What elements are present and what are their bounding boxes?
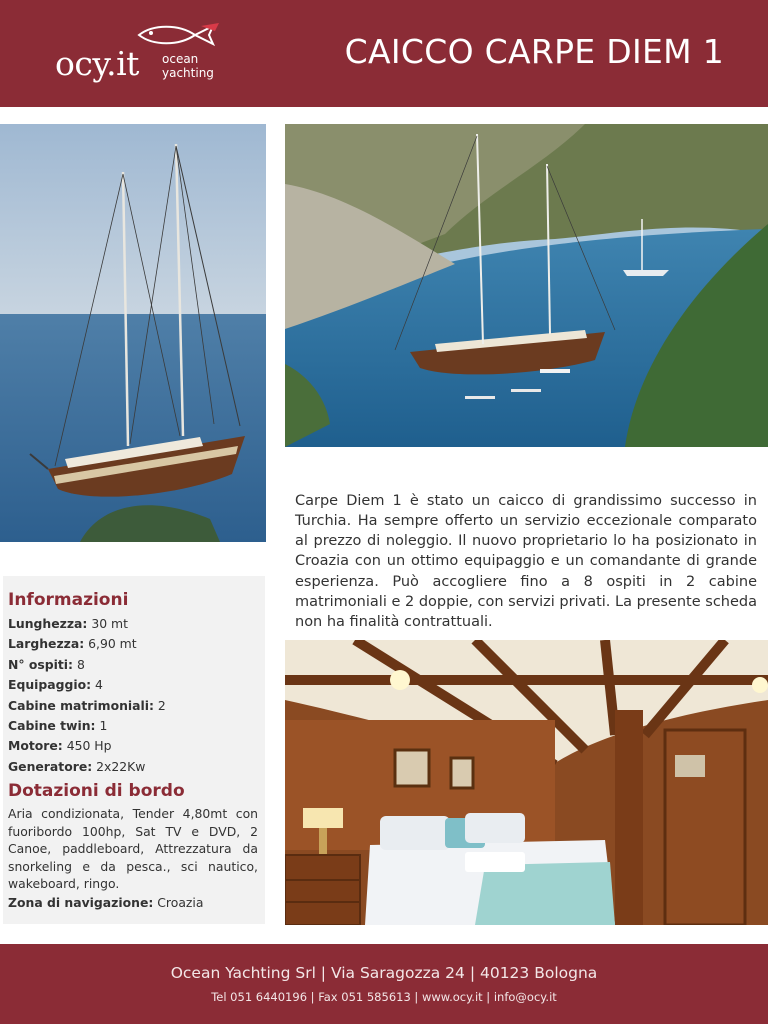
spec-value: 30 mt [91, 616, 128, 631]
spec-width [8, 634, 258, 654]
spec-crew [8, 675, 258, 695]
spec-label: Lunghezza: [8, 616, 88, 631]
bay-photo [285, 124, 768, 447]
zone-label: Zona di navigazione: [8, 894, 154, 910]
spec-label: Cabine matrimoniali: [8, 697, 154, 713]
spec-label: Generatore: [8, 758, 93, 774]
footer-bar [0, 944, 768, 1024]
logo-line-ocean: ocean [162, 52, 199, 66]
logo-wordmark: ocy.it [55, 44, 139, 83]
spec-value: 2 [157, 697, 166, 713]
spec-label: Motore: [8, 738, 63, 754]
info-panel [3, 576, 265, 924]
info-heading: Informazioni [8, 590, 129, 610]
spec-value: 6,90 mt [88, 636, 137, 652]
spec-double-cabins [8, 696, 258, 716]
spec-guests [8, 655, 258, 675]
spec-label: Cabine twin: [8, 718, 96, 734]
equipment-heading: Dotazioni di bordo [8, 781, 185, 802]
company-address: Ocean Yachting Srl | Via Saragozza 24 | 40123 Bologna [170, 964, 598, 982]
spec-value: 1 [99, 718, 108, 734]
spec-twin-cabins [8, 716, 258, 736]
spec-label: N° ospiti: [8, 656, 74, 672]
spec-engine [8, 736, 258, 756]
spec-label: Equipaggio: [8, 677, 92, 693]
spec-value: 8 [76, 656, 85, 672]
header-bar [0, 0, 768, 107]
spec-label: Larghezza: [8, 636, 85, 652]
zone-value: Croazia [157, 894, 204, 910]
cabin-photo [285, 640, 768, 925]
company-contacts[interactable]: Tel 051 6440196 | Fax 051 585613 | www.ocy.it | info@ocy.it [211, 990, 557, 1004]
logo[interactable] [55, 22, 225, 88]
spec-length [8, 614, 258, 634]
spec-generator [8, 757, 258, 777]
yacht-sea-photo [0, 124, 266, 542]
boat-description: Carpe Diem 1 è stato un caicco di grandissimo successo in Turchia. Ha sempre offerto un servizio eccezionale comparato al prezzo di noleggio. Il nuovo proprietario lo ha posizionato in Croazia con un ottimo equipaggio e un comandante di grande esperienza. Può accogliere fino a 8 ospiti in 2 cabine matrimoniali e 2 doppie, con servizi privati. La presente scheda non ha finalità contrattuali. [295, 492, 757, 631]
equipment-text: Aria condizionata, Tender 4,80mt con fuoribordo 100hp, Sat TV e DVD, 2 Canoe, paddleboard, Attrezzatura da snorkeling e da pesca., sci nautico, wakeboard, ringo. [8, 806, 258, 892]
fish-logo-icon [135, 22, 225, 48]
navigation-zone [8, 893, 258, 913]
logo-line-yachting: yachting [162, 66, 214, 80]
spec-value: 4 [95, 677, 103, 693]
page-title: CAICCO CARPE DIEM 1 [344, 32, 724, 71]
spec-value: 2x22Kw [96, 758, 146, 774]
spec-value: 450 Hp [66, 738, 112, 754]
